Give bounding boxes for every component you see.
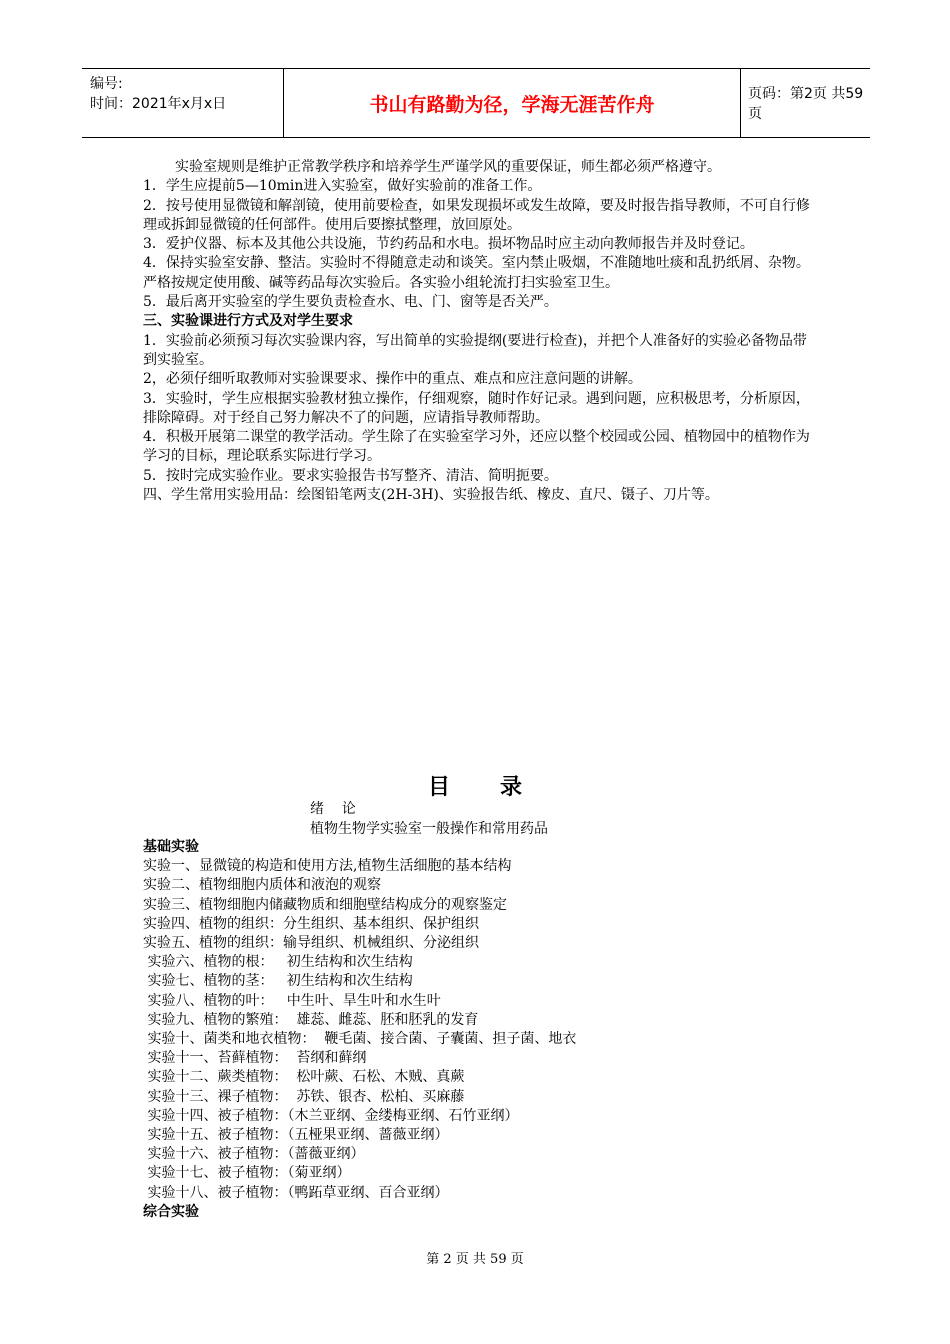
paragraph: 2．按号使用显微镜和解剖镜，使用前要检查，如果发现损坏或发生故障，要及时报告指导教师，不可自行修理或拆卸显微镜的任何部件。使用后要擦拭整理，放回原处。 bbox=[143, 197, 810, 233]
paragraph: 实验室规则是维护正常教学秩序和培养学生严谨学风的重要保证，师生都必须严格遵守。 bbox=[175, 159, 721, 175]
toc-item: 实验十四、被子植物：（木兰亚纲、金缕梅亚纲、石竹亚纲） bbox=[143, 1107, 519, 1124]
rules-text bbox=[143, 158, 815, 505]
header-left bbox=[82, 69, 282, 137]
header-motto: 书山有路勤为径，学海无涯苦作舟 bbox=[283, 69, 741, 137]
toc-item: 实验九、植物的繁殖： 雄蕊、雌蕊、胚和胚乳的发育 bbox=[143, 1011, 479, 1028]
toc-item: 实验十一、苔藓植物： 苔纲和藓纲 bbox=[143, 1050, 367, 1067]
paragraph: 1．实验前必须预习每次实验课内容，写出简单的实验提纲(要进行检查)，并把个人准备好的实验必备物品带到实验室。 bbox=[143, 332, 807, 368]
toc-item: 实验十三、裸子植物： 苏铁、银杏、松柏、买麻藤 bbox=[143, 1088, 465, 1105]
toc-section-comprehensive: 综合实验 bbox=[143, 1203, 199, 1220]
toc-item: 实验十二、蕨类植物： 松叶蕨、石松、木贼、真蕨 bbox=[143, 1069, 465, 1086]
paragraph: 3．爱护仪器、标本及其他公共设施，节约药品和水电。损坏物品时应主动向教师报告并及时登记。 bbox=[143, 236, 754, 253]
toc-item: 实验六、植物的根： 初生结构和次生结构 bbox=[143, 954, 413, 971]
toc-list bbox=[143, 838, 843, 1222]
toc-item: 实验十八、被子植物：（鸭跖草亚纲、百合亚纲） bbox=[143, 1184, 449, 1201]
toc-item: 实验十五、被子植物：（五桠果亚纲、蔷薇亚纲） bbox=[143, 1127, 449, 1144]
page-footer: 第 2 页 共 59 页 bbox=[426, 1252, 524, 1267]
header-page-info: 页码：第2页 共59页 bbox=[748, 86, 864, 122]
toc-item: 实验十七、被子植物：（菊亚纲） bbox=[143, 1165, 351, 1182]
page-header bbox=[82, 68, 870, 138]
toc-intro-lab: 植物生物学实验室一般操作和常用药品 bbox=[310, 821, 548, 837]
paragraph: 4．保持实验室安静、整洁。实验时不得随意走动和谈笑。室内禁止吸烟，不准随地吐痰和乱扔纸屑、杂物。严格按规定使用酸、碱等药品每次实验后。各实验小组轮流打扫实验室卫生。 bbox=[143, 255, 810, 291]
toc-item: 实验一、显微镜的构造和使用方法,植物生活细胞的基本结构 bbox=[143, 858, 512, 875]
time-label: 时间：2021年x月x日 bbox=[90, 96, 227, 112]
paragraph: 5．最后离开实验室的学生要负责检查水、电、门、窗等是否关严。 bbox=[143, 294, 558, 311]
toc-title: 目录 bbox=[427, 775, 572, 800]
toc-item: 实验五、植物的组织：输导组织、机械组织、分泌组织 bbox=[143, 935, 479, 952]
toc-section-basic: 基础实验 bbox=[143, 839, 199, 855]
code-label: 编号: bbox=[90, 76, 123, 92]
toc-item: 实验二、植物细胞内质体和液泡的观察 bbox=[143, 877, 381, 894]
toc-item: 实验七、植物的茎： 初生结构和次生结构 bbox=[143, 973, 413, 990]
toc-item: 实验三、植物细胞内储藏物质和细胞壁结构成分的观察鉴定 bbox=[143, 896, 507, 913]
paragraph: 4．积极开展第二课堂的教学活动。学生除了在实验室学习外，还应以整个校园或公园、植物园中的植物作为学习的目标，理论联系实际进行学习。 bbox=[143, 429, 810, 465]
paragraph: 四、学生常用实验用品：绘图铅笔两支(2H-3H)、实验报告纸、橡皮、直尺、镊子、刀片等。 bbox=[143, 487, 719, 504]
toc-intro-preface: 绪 论 bbox=[310, 801, 356, 817]
toc-item: 实验八、植物的叶： 中生叶、旱生叶和水生叶 bbox=[143, 992, 441, 1009]
paragraph: 3．实验时，学生应根据实验教材独立操作，仔细观察，随时作好记录。遇到问题，应积极思考，分析原因，排除障碍。对于经自己努力解决不了的问题，应请指导教师帮助。 bbox=[143, 390, 810, 426]
toc-item: 实验四、植物的组织：分生组织、基本组织、保护组织 bbox=[143, 915, 479, 932]
paragraph: 1．学生应提前5—10min进入实验室，做好实验前的准备工作。 bbox=[143, 178, 542, 195]
paragraph: 2，必须仔细听取教师对实验课要求、操作中的重点、难点和应注意问题的讲解。 bbox=[143, 371, 642, 388]
toc-item: 实验十、菌类和地衣植物： 鞭毛菌、接合菌、子囊菌、担子菌、地衣 bbox=[143, 1031, 577, 1048]
toc-item: 实验十六、被子植物：（蔷薇亚纲） bbox=[143, 1146, 365, 1163]
section-heading: 三、实验课进行方式及对学生要求 bbox=[143, 313, 353, 330]
paragraph: 5．按时完成实验作业。要求实验报告书写整齐、清洁、简明扼要。 bbox=[143, 467, 558, 484]
